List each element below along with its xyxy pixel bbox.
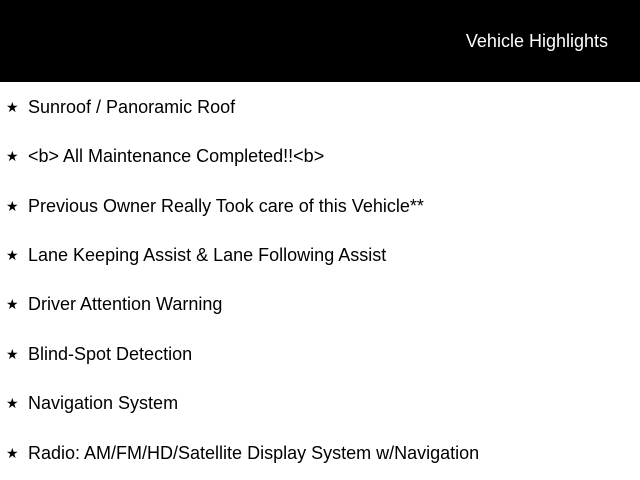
list-item-label: Previous Owner Really Took care of this Vehicle** — [28, 196, 424, 216]
list-item-label: <b> All Maintenance Completed!!<b> — [28, 146, 325, 166]
list-item — [0, 392, 640, 416]
list-item-label: Driver Attention Warning — [28, 294, 223, 314]
list-item-label: Sunroof / Panoramic Roof — [28, 97, 236, 117]
list-item — [0, 343, 640, 367]
list-item — [0, 195, 640, 219]
star-icon: ★ — [6, 445, 19, 461]
list-item — [0, 145, 640, 169]
list-item-label: Radio: AM/FM/HD/Satellite Display System w/Navigation — [28, 443, 480, 463]
star-icon: ★ — [6, 99, 19, 115]
list-item-label: Navigation System — [28, 393, 179, 413]
list-item — [0, 442, 640, 466]
list-item-label: Blind-Spot Detection — [28, 344, 193, 364]
list-item — [0, 244, 640, 268]
list-item — [0, 96, 640, 120]
page-title: Vehicle Highlights — [465, 31, 608, 51]
star-icon: ★ — [6, 148, 19, 164]
list-item — [0, 293, 640, 317]
header-bar — [0, 0, 640, 82]
star-icon: ★ — [6, 296, 19, 312]
star-icon: ★ — [6, 247, 19, 263]
star-icon: ★ — [6, 346, 19, 362]
star-icon: ★ — [6, 395, 19, 411]
star-icon: ★ — [6, 198, 19, 214]
list-item-label: Lane Keeping Assist & Lane Following Assist — [28, 245, 387, 265]
